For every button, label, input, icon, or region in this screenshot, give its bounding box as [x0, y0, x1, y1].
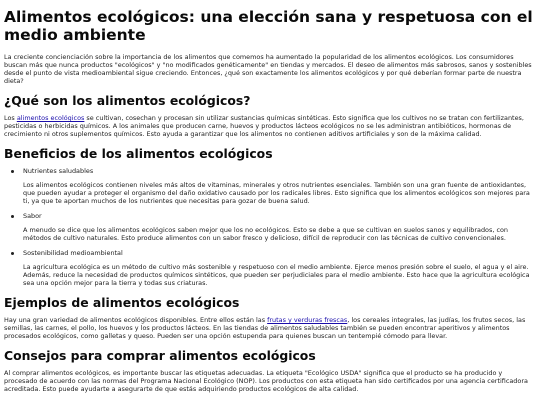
que-son-paragraph — [4, 114, 537, 138]
section-heading-ejemplos: Ejemplos de alimentos ecológicos — [4, 295, 240, 310]
ejemplos-paragraph — [4, 316, 537, 340]
que-son-text-after: se cultivan, cosechan y procesan sin utilizar sustancias químicas sintéticas. Esto significa que los cultivos no se tratan con fertilizantes, pesticidas o herbicidas químicos. A los animales que producen carne, huevos y productos lácteos ecológicos no se les administran antibióticos, hormonas de crecimiento ni otros suplementos químicos. Esto ayuda a garantizar que los alimentos no contienen aditivos artificiales y son de la máxima calidad. — [4, 114, 524, 138]
alimentos-ecologicos-link[interactable]: alimentos ecológicos — [16, 114, 85, 122]
list-item — [23, 167, 537, 205]
list-item-title: Sostenibilidad medioambiental — [23, 249, 123, 257]
frutas-verduras-link[interactable]: frutas y verduras frescas — [267, 316, 348, 324]
list-item-text: A menudo se dice que los alimentos ecológicos saben mejor que los no ecológicos. Esto se debe a que se cultivan en suelos sanos y equilibrados, con métodos de cultivo naturales. Esto produce alimentos con un sabor fresco y delicioso, difícil de reproducir con las técnicas de cultivo convencionales. — [23, 226, 509, 242]
list-item — [23, 249, 537, 287]
list-item — [23, 212, 537, 242]
bullet-icon — [11, 170, 14, 173]
que-son-text-before: Los — [4, 114, 17, 122]
ejemplos-text-after: , los cereales integrales, las judías, los frutos secos, las semillas, las carnes, el pollo, los huevos y los productos lácteos. En las tiendas de alimentos saludables también se pueden encontrar aperitivos y alimentos procesados ecológicos, como galletas y queso. Pueden ser una opción estupenda para quienes buscan un tentempié cómodo para llevar. — [4, 316, 526, 340]
list-item-text: Los alimentos ecológicos contienen niveles más altos de vitaminas, minerales y otros nutrientes esenciales. También son una gran fuente de antioxidantes, que pueden ayudar a proteger el organismo del daño oxidativo causado por los radicales libres. Esto significa que los alimentos ecológicos son mejores para ti, ya que te aportan muchos de los nutrientes que necesitas para gozar de buena salud. — [23, 181, 530, 205]
list-item-text: La agricultura ecológica es un método de cultivo más sostenible y respetuoso con el medio ambiente. Ejerce menos presión sobre el suelo, el agua y el aire. Además, reduce la necesidad de productos químicos sintéticos, que pueden ser perjudiciales para el medio ambiente. Esto hace que la agricultura ecológica sea una opción mejor para la tierra y todas sus criaturas. — [23, 263, 530, 287]
page-title: Alimentos ecológicos: una elección sana y respetuosa con el medio ambiente — [4, 8, 533, 44]
ejemplos-text-before: Hay una gran variedad de alimentos ecológicos disponibles. Entre ellos están las — [4, 316, 268, 324]
section-heading-consejos: Consejos para comprar alimentos ecológicos — [4, 348, 316, 363]
list-item-title: Nutrientes saludables — [23, 167, 94, 175]
beneficios-list — [4, 167, 537, 287]
article — [0, 8, 540, 393]
section-heading-que-son: ¿Qué son los alimentos ecológicos? — [4, 93, 251, 108]
consejos-paragraph: Al comprar alimentos ecológicos, es importante buscar las etiquetas adecuadas. La etiqueta "Ecológico USDA" significa que el producto se ha producido y procesado de acuerdo con las normas del Programa Nacional Ecológico (NOP). Los productos con esta etiqueta han sido certificados por una agencia certificadora acreditada. Esto puede ayudarte a asegurarte de que estás adquiriendo productos ecológicos de alta calidad. — [4, 369, 528, 393]
bullet-icon — [11, 252, 14, 255]
intro-paragraph: La creciente concienciación sobre la importancia de los alimentos que comemos ha aumentado la popularidad de los alimentos ecológicos. Los consumidores buscan más que nunca productos "ecológicos" y "no modificados genéticamente" en tiendas y mercados. El deseo de alimentos más sabrosos, sanos y sostenibles desde el punto de vista medioambiental sigue creciendo. Entonces, ¿qué son exactamente los alimentos ecológicos y por qué deberían formar parte de nuestra dieta? — [4, 53, 532, 85]
section-heading-beneficios: Beneficios de los alimentos ecológicos — [4, 146, 273, 161]
bullet-icon — [11, 215, 14, 218]
list-item-title: Sabor — [23, 212, 42, 220]
